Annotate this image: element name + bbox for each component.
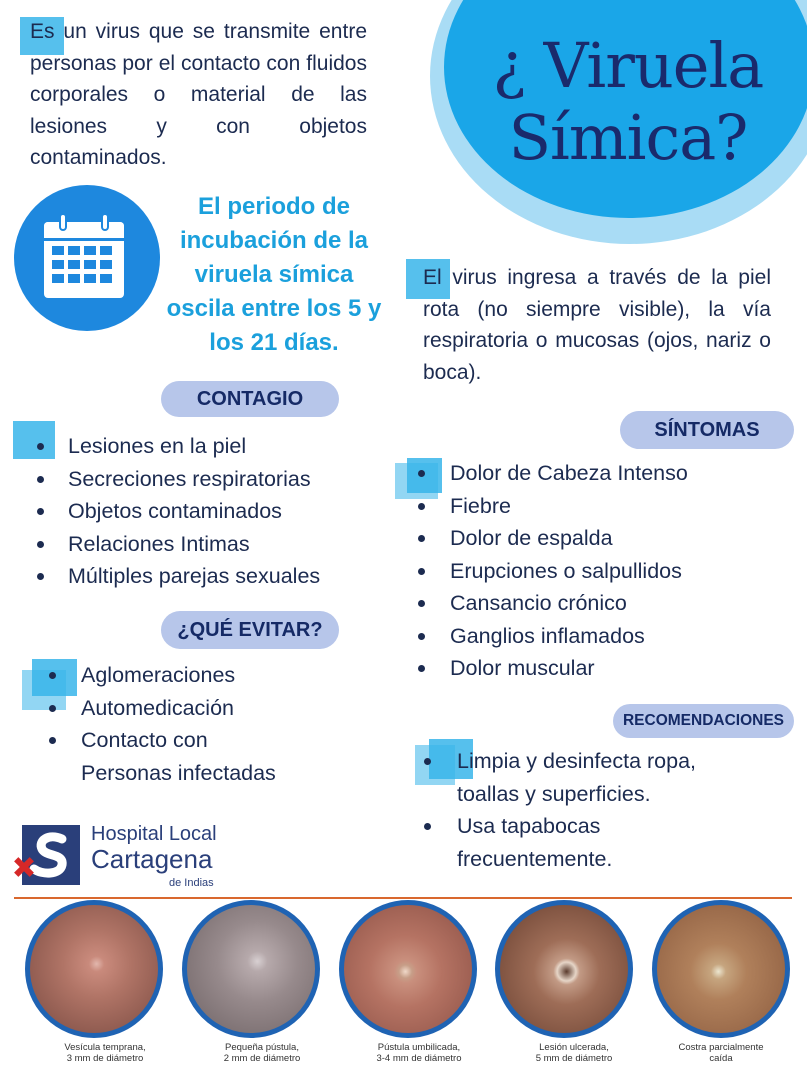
bullet-icon: [49, 705, 56, 712]
bullet-icon: [418, 633, 425, 640]
incubation-text: El periodo de incubación de la viruela símica oscila entre los 5 y los 21 días.: [166, 193, 382, 356]
logo-line-3: de Indias: [169, 877, 214, 889]
bullet-icon: [37, 573, 44, 580]
title-line-1: ¿ Viruela: [492, 29, 764, 102]
list-item: Cansancio crónico: [412, 587, 688, 620]
list-item: Dolor de Cabeza Intenso: [412, 457, 688, 490]
bullet-icon: [49, 737, 56, 744]
bullet-icon: [37, 443, 44, 450]
hospital-logo: [91, 823, 251, 889]
logo-line-2: Cartagena: [91, 844, 213, 874]
list-item: Secreciones respiratorias: [30, 463, 320, 496]
list-item: Usa tapabocas: [420, 810, 696, 843]
lesion-caption: Vesícula temprana, 3 mm de diámetro: [64, 1042, 146, 1064]
entry-paragraph: El virus ingresa a través de la piel rota (no siempre visible), la vía respiratoria o mucosas (ojos, nariz o boca).: [423, 266, 771, 384]
list-item: Dolor de espalda: [412, 522, 688, 555]
bullet-icon: [418, 535, 425, 542]
lesion-image: [495, 900, 633, 1038]
list-item: toallas y superficies.: [457, 781, 651, 806]
list-item: Fiebre: [412, 490, 688, 523]
bullet-icon: [424, 823, 431, 830]
logo-line-1: Hospital Local: [91, 823, 217, 845]
bullet-icon: [49, 672, 56, 679]
list-item: Automedicación: [43, 692, 276, 725]
lesion-image: [182, 900, 320, 1038]
list-item: Erupciones o salpullidos: [412, 555, 688, 588]
divider: [14, 897, 792, 899]
evitar-heading: ¿QUÉ EVITAR?: [161, 611, 339, 649]
intro-paragraph: Es un virus que se transmite entre personas por el contacto con fluidos corporales o material de las lesiones y con objetos contaminados.: [30, 20, 367, 169]
bullet-icon: [418, 665, 425, 672]
list-item: Limpia y desinfecta ropa,: [420, 745, 696, 778]
recomendaciones-list: [420, 745, 696, 875]
list-item: Relaciones Intimas: [30, 528, 320, 561]
lesion-caption: Pequeña pústula, 2 mm de diámetro: [223, 1042, 301, 1064]
lesion-caption: Costra parcialmente caída: [678, 1042, 764, 1064]
bullet-icon: [37, 541, 44, 548]
list-item: Lesiones en la piel: [30, 430, 320, 463]
bullet-icon: [37, 508, 44, 515]
sintomas-heading: SÍNTOMAS: [620, 411, 794, 449]
recomendaciones-heading: RECOMENDACIONES: [613, 704, 794, 738]
evitar-list: [43, 659, 276, 789]
list-item: Dolor muscular: [412, 652, 688, 685]
lesion-caption: Lesión ulcerada, 5 mm de diámetro: [535, 1042, 613, 1064]
sintomas-list: [412, 457, 688, 685]
contagio-heading: CONTAGIO: [161, 381, 339, 417]
lesion-caption: Pústula umbilicada, 3-4 mm de diámetro: [376, 1042, 462, 1064]
list-item: Aglomeraciones: [43, 659, 276, 692]
bullet-icon: [418, 470, 425, 477]
calendar-icon: [40, 212, 132, 304]
lesion-image: [652, 900, 790, 1038]
contagio-list: [30, 430, 320, 593]
lesion-image: [339, 900, 477, 1038]
title-line-2: Símica?: [508, 101, 748, 174]
bullet-icon: [37, 476, 44, 483]
bullet-icon: [418, 568, 425, 575]
list-item: Objetos contaminados: [30, 495, 320, 528]
bullet-icon: [418, 503, 425, 510]
hospital-logo-icon: [12, 823, 84, 887]
list-item: Ganglios inflamados: [412, 620, 688, 653]
bullet-icon: [418, 600, 425, 607]
list-item: Contacto con: [43, 724, 276, 757]
page-title: [468, 30, 788, 174]
list-item: frecuentemente.: [457, 846, 613, 871]
list-item: Personas infectadas: [81, 760, 276, 785]
list-item: Múltiples parejas sexuales: [30, 560, 320, 593]
lesion-image: [25, 900, 163, 1038]
bullet-icon: [424, 758, 431, 765]
